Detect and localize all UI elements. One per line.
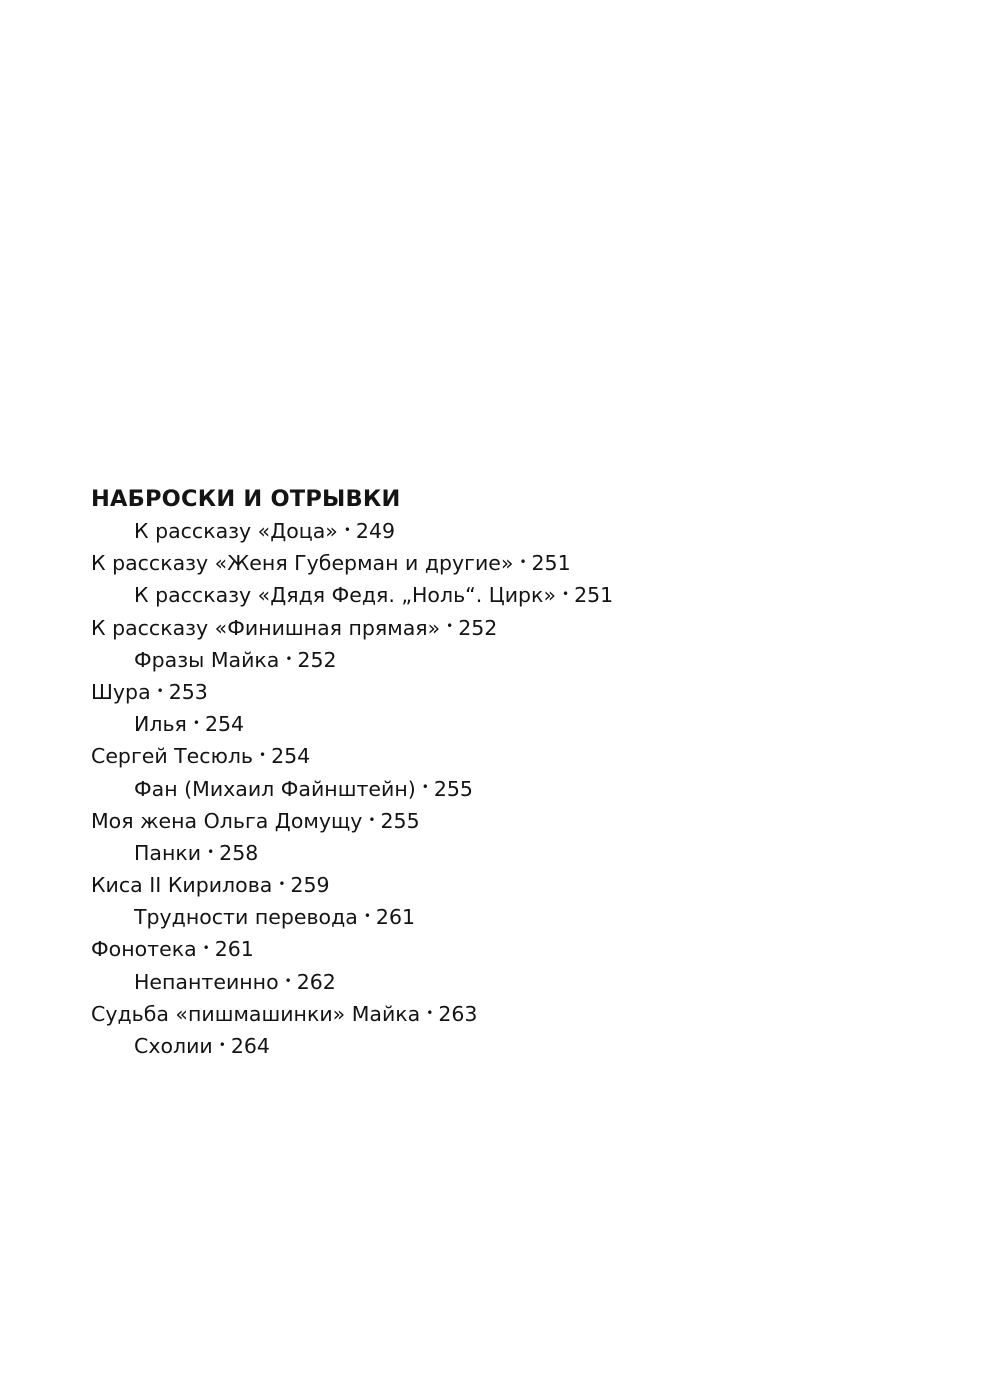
toc-entry bbox=[91, 515, 971, 547]
toc-entry bbox=[91, 966, 971, 998]
toc-entry bbox=[91, 1030, 971, 1062]
toc-entry-title: Панки bbox=[134, 840, 202, 865]
bullet-separator-icon: • bbox=[561, 587, 570, 602]
toc-entry-title: Киса II Кирилова bbox=[91, 873, 273, 898]
bullet-separator-icon: • bbox=[156, 683, 164, 698]
toc-entry-title: К рассказу «Финишная прямая» bbox=[91, 615, 441, 640]
bullet-separator-icon: • bbox=[278, 876, 286, 891]
toc-entry-page-number: 251 bbox=[531, 551, 571, 576]
bullet-separator-icon: • bbox=[218, 1037, 226, 1052]
toc-entry-page-number: 254 bbox=[271, 744, 311, 769]
toc-entry-title: Фонотека bbox=[91, 937, 197, 962]
toc-entry-title: Непантеинно bbox=[134, 969, 279, 994]
toc-entry bbox=[91, 579, 971, 611]
toc-entry-page-number: 261 bbox=[214, 937, 254, 962]
bullet-separator-icon: • bbox=[421, 780, 429, 795]
toc-entry-page-number: 258 bbox=[219, 840, 259, 865]
toc-entry-page-number: 254 bbox=[204, 712, 245, 737]
toc-entry-title: Судьба «пишмашинки» Майка bbox=[91, 1001, 421, 1026]
toc-entry-page-number: 262 bbox=[296, 969, 336, 994]
bullet-separator-icon: • bbox=[284, 973, 292, 988]
toc-entry bbox=[91, 837, 971, 869]
toc-entry bbox=[91, 644, 971, 676]
toc-entry-title: Сергей Тесюль bbox=[91, 744, 254, 769]
toc-entry bbox=[91, 740, 971, 772]
toc-entry-page-number: 264 bbox=[230, 1034, 270, 1058]
toc-entry-page-number: 255 bbox=[380, 808, 420, 833]
bullet-separator-icon: • bbox=[426, 1005, 434, 1020]
toc-entry-page-number: 252 bbox=[297, 647, 337, 672]
toc-entry-page-number: 263 bbox=[438, 1001, 478, 1026]
toc-entry bbox=[91, 708, 971, 740]
bullet-separator-icon: • bbox=[446, 619, 454, 634]
toc-entry-title: К рассказу «Женя Губерман и другие» bbox=[91, 551, 514, 576]
toc-entry-title: Илья bbox=[134, 712, 187, 737]
bullet-separator-icon: • bbox=[368, 812, 376, 827]
toc-entry-page-number: 261 bbox=[375, 905, 416, 930]
bullet-separator-icon: • bbox=[343, 522, 351, 537]
toc-entry bbox=[91, 773, 971, 805]
toc-entry bbox=[91, 547, 971, 579]
bullet-separator-icon: • bbox=[202, 941, 210, 956]
toc-entry-title: Фразы Майка bbox=[134, 647, 280, 672]
bullet-separator-icon: • bbox=[363, 909, 371, 924]
toc-entry-page-number: 259 bbox=[290, 873, 330, 898]
toc-entry-page-number: 253 bbox=[168, 679, 208, 704]
toc-entry bbox=[91, 901, 971, 933]
toc-entry bbox=[91, 869, 971, 901]
toc-entry-title: Фан (Михаил Файнштейн) bbox=[134, 776, 416, 801]
toc-entry-title: Трудности перевода bbox=[134, 905, 358, 930]
toc-entry-title: Схолии bbox=[134, 1034, 213, 1058]
bullet-separator-icon: • bbox=[192, 716, 200, 731]
toc-entry-title: Шура bbox=[91, 679, 151, 704]
toc-entry-title: К рассказу «Доца» bbox=[134, 519, 338, 543]
toc-entry bbox=[91, 998, 971, 1030]
toc-entry-page-number: 255 bbox=[433, 776, 473, 801]
bullet-separator-icon: • bbox=[285, 651, 293, 666]
toc-entry bbox=[91, 676, 971, 708]
toc-entry-page-number: 251 bbox=[574, 583, 614, 608]
toc-entry bbox=[91, 805, 971, 837]
toc-entry bbox=[91, 612, 971, 644]
section-heading: НАБРОСКИ И ОТРЫВКИ bbox=[91, 486, 401, 512]
bullet-separator-icon: • bbox=[259, 748, 267, 763]
toc-entry-page-number: 249 bbox=[355, 519, 396, 543]
bullet-separator-icon: • bbox=[207, 844, 215, 859]
table-of-contents bbox=[91, 483, 971, 1062]
toc-entry-title: Моя жена Ольга Домущу bbox=[91, 808, 363, 833]
toc-entry-list bbox=[91, 515, 971, 1062]
toc-entry-title: К рассказу «Дядя Федя. „Ноль“. Цирк» bbox=[134, 583, 556, 608]
toc-entry bbox=[91, 933, 971, 965]
toc-entry-page-number: 252 bbox=[458, 615, 498, 640]
bullet-separator-icon: • bbox=[519, 555, 527, 570]
